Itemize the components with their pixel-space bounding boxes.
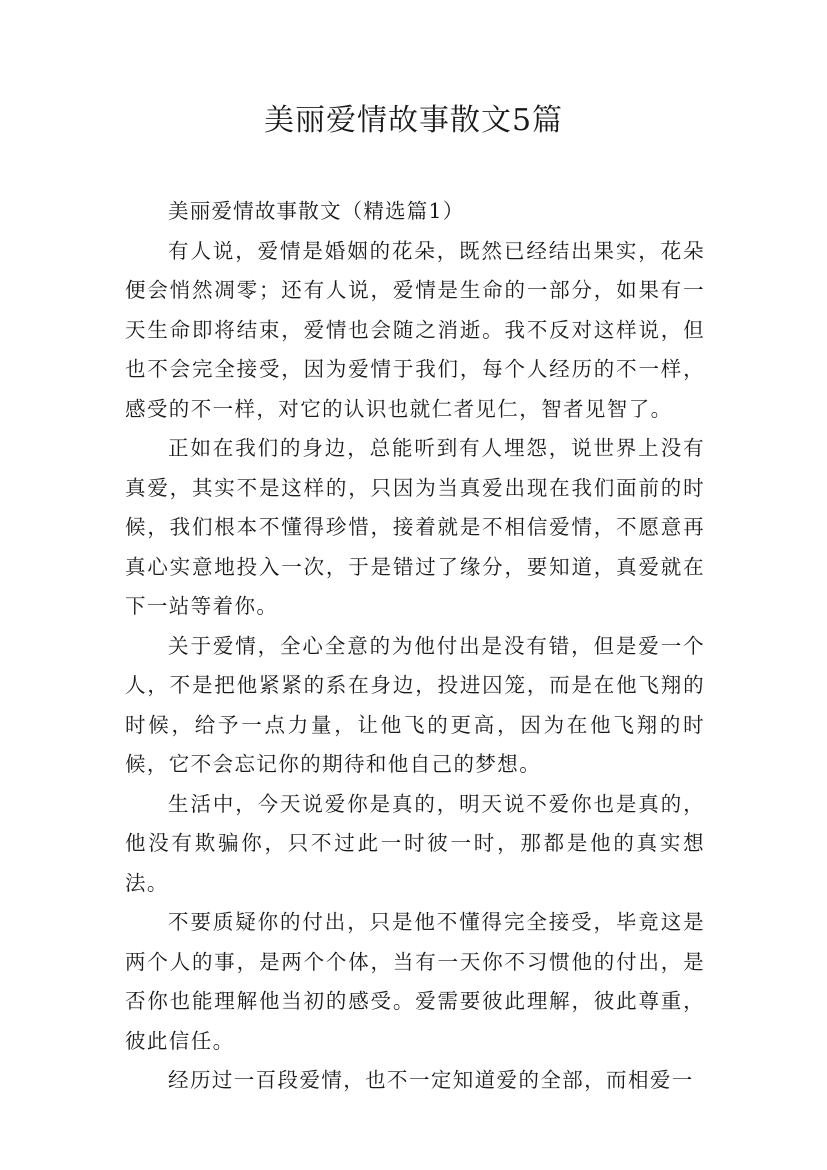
section-heading: 美丽爱情故事散文（精选篇1） [168, 199, 465, 223]
paragraph: 经历过一百段爱情，也不一定知道爱的全部，而相爱一 [168, 1068, 694, 1092]
paragraph: 不要质疑你的付出，只是他不懂得完全接受，毕竟这是两个人的事，是两个个体，当有一天你不习惯他的付出，是否你也能理解他当初的感受。爱需要彼此理解，彼此尊重，彼此信任。 [125, 910, 705, 1053]
document-body [125, 192, 705, 1101]
paragraph: 正如在我们的身边，总能听到有人埋怨，说世界上没有真爱，其实不是这样的，只因为当真爱出现在我们面前的时候，我们根本不懂得珍惜，接着就是不相信爱情，不愿意再真心实意地投入一次，于是错过了缘分，要知道，真爱就在下一站等着你。 [125, 436, 705, 618]
paragraph: 生活中，今天说爱你是真的，明天说不爱你也是真的，他没有欺骗你，只不过此一时彼一时，那都是他的真实想法。 [125, 791, 705, 895]
paragraph: 有人说，爱情是婚姻的花朵，既然已经结出果实，花朵便会悄然凋零；还有人说，爱情是生命的一部分，如果有一天生命即将结束，爱情也会随之消逝。我不反对这样说，但也不会完全接受，因为爱情于我们，每个人经历的不一样，感受的不一样，对它的认识也就仁者见仁，智者见智了。 [125, 238, 705, 421]
paragraph: 关于爱情，全心全意的为他付出是没有错，但是爱一个人，不是把他紧紧的系在身边，投进囚笼，而是在他飞翔的时候，给予一点力量，让他飞的更高，因为在他飞翔的时候，它不会忘记你的期待和他自己的梦想。 [125, 633, 705, 776]
document-title: 美丽爱情故事散文5篇 [263, 103, 564, 138]
